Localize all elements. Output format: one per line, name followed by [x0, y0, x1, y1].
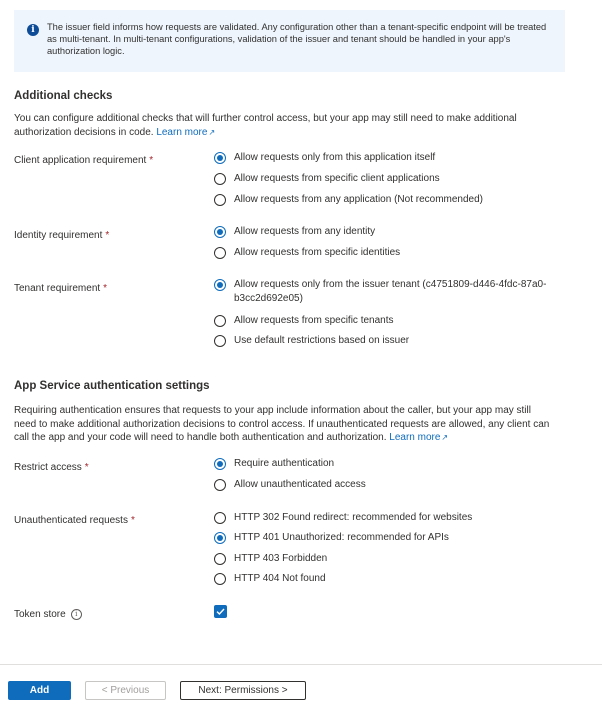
unauthenticated-requests-label-text: Unauthenticated requests	[14, 515, 128, 526]
tenant-requirement-label	[14, 283, 107, 294]
radio-label-line2: b3cc2d692e05)	[234, 292, 303, 304]
identity-requirement-label-text: Identity requirement	[14, 230, 103, 241]
radio-label: Allow requests from specific identities	[234, 247, 401, 258]
info-banner-text: The issuer field informs how requests are validated. Any configuration other than a tenant-specific endpoint will be treated as multi-tenant. In multi-tenant configurations, validation of the issuer and tenant should be handled in your app's authorization logic.	[47, 22, 547, 56]
radio-label: HTTP 302 Found redirect: recommended for websites	[234, 512, 473, 523]
required-marker: *	[105, 230, 110, 241]
radio-client-app-specific[interactable]	[214, 173, 440, 185]
radio-tenant-specific[interactable]	[214, 315, 394, 327]
client-app-requirement-label	[14, 155, 153, 166]
tenant-requirement-label-text: Tenant requirement	[14, 283, 101, 294]
token-store-checkbox[interactable]	[214, 605, 227, 618]
radio-identity-any[interactable]	[214, 226, 375, 238]
radio-button[interactable]	[214, 479, 226, 491]
radio-button[interactable]	[214, 226, 226, 238]
radio-client-app-any[interactable]	[214, 194, 483, 206]
additional-checks-description	[14, 112, 554, 139]
radio-button[interactable]	[214, 512, 226, 524]
token-store-label	[14, 609, 82, 620]
next-permissions-button[interactable]: Next: Permissions >	[180, 681, 306, 700]
external-link-icon: ↗	[441, 433, 449, 442]
additional-checks-description-text: You can configure additional checks that will further control access, but your app may still need to make additional authorization decisions in code.	[14, 113, 517, 138]
app-service-auth-description	[14, 404, 554, 445]
footer-divider	[0, 664, 602, 665]
client-app-requirement-label-text: Client application requirement	[14, 155, 147, 166]
radio-button[interactable]	[214, 279, 226, 291]
radio-button[interactable]	[214, 573, 226, 585]
radio-button[interactable]	[214, 315, 226, 327]
radio-client-app-itself[interactable]	[214, 152, 435, 164]
radio-button[interactable]	[214, 553, 226, 565]
radio-label: Allow unauthenticated access	[234, 479, 366, 490]
required-marker: *	[130, 515, 135, 526]
additional-checks-title: Additional checks	[14, 90, 113, 102]
radio-allow-unauth[interactable]	[214, 479, 366, 491]
required-marker: *	[149, 155, 154, 166]
radio-button[interactable]	[214, 532, 226, 544]
app-service-auth-title: App Service authentication settings	[14, 380, 210, 392]
learn-more-link[interactable]	[389, 432, 448, 443]
token-store-label-text: Token store	[14, 609, 66, 621]
info-icon: i	[27, 24, 39, 36]
learn-more-link[interactable]	[156, 127, 215, 138]
radio-label: HTTP 403 Forbidden	[234, 553, 328, 564]
identity-requirement-label	[14, 230, 109, 241]
restrict-access-label-text: Restrict access	[14, 462, 82, 473]
radio-label: Require authentication	[234, 458, 335, 469]
radio-label-line1: Allow requests only from the issuer tenant (c4751809-d446-4fdc-87a0-	[234, 279, 547, 290]
checkmark-icon	[215, 606, 226, 617]
radio-button[interactable]	[214, 458, 226, 470]
radio-http-401[interactable]	[214, 532, 449, 544]
app-service-auth-description-text: Requiring authentication ensures that requests to your app include information about the caller, but your app may still need to make additional authorization decisions to control access. If unauthenticated requests are allowed, any client can call the app and your code will need to handle both authentication and authorization.	[14, 405, 550, 443]
external-link-icon: ↗	[208, 127, 216, 137]
radio-require-auth[interactable]	[214, 458, 334, 470]
radio-label: Allow requests from any identity	[234, 226, 376, 237]
required-marker: *	[103, 283, 108, 294]
radio-identity-specific[interactable]	[214, 247, 400, 259]
radio-http-403[interactable]	[214, 553, 327, 565]
learn-more-link-text[interactable]: Learn more	[389, 432, 441, 443]
radio-button[interactable]	[214, 335, 226, 347]
radio-button[interactable]	[214, 173, 226, 185]
required-marker: *	[84, 462, 89, 473]
radio-http-404[interactable]	[214, 573, 326, 585]
radio-button[interactable]	[214, 194, 226, 206]
radio-label: Use default restrictions based on issuer	[234, 335, 410, 346]
radio-label: Allow requests from any application (Not recommended)	[234, 194, 483, 205]
radio-button[interactable]	[214, 247, 226, 259]
radio-label: Allow requests only from this application itself	[234, 152, 436, 163]
radio-label: HTTP 404 Not found	[234, 573, 326, 584]
info-banner	[14, 10, 565, 72]
radio-http-302[interactable]	[214, 512, 472, 524]
radio-label: HTTP 401 Unauthorized: recommended for APIs	[234, 532, 449, 543]
unauthenticated-requests-label	[14, 515, 135, 526]
learn-more-link-text[interactable]: Learn more	[156, 126, 208, 138]
radio-tenant-issuer[interactable]	[214, 279, 546, 305]
radio-label: Allow requests from specific client applications	[234, 173, 440, 184]
radio-tenant-default[interactable]	[214, 335, 409, 347]
restrict-access-label	[14, 462, 89, 473]
add-button[interactable]: Add	[8, 681, 71, 700]
radio-button[interactable]	[214, 152, 226, 164]
radio-label: Allow requests from specific tenants	[234, 315, 394, 326]
radio-label	[234, 278, 546, 305]
previous-button[interactable]: < Previous	[85, 681, 166, 700]
info-circle-icon[interactable]: i	[71, 609, 82, 620]
